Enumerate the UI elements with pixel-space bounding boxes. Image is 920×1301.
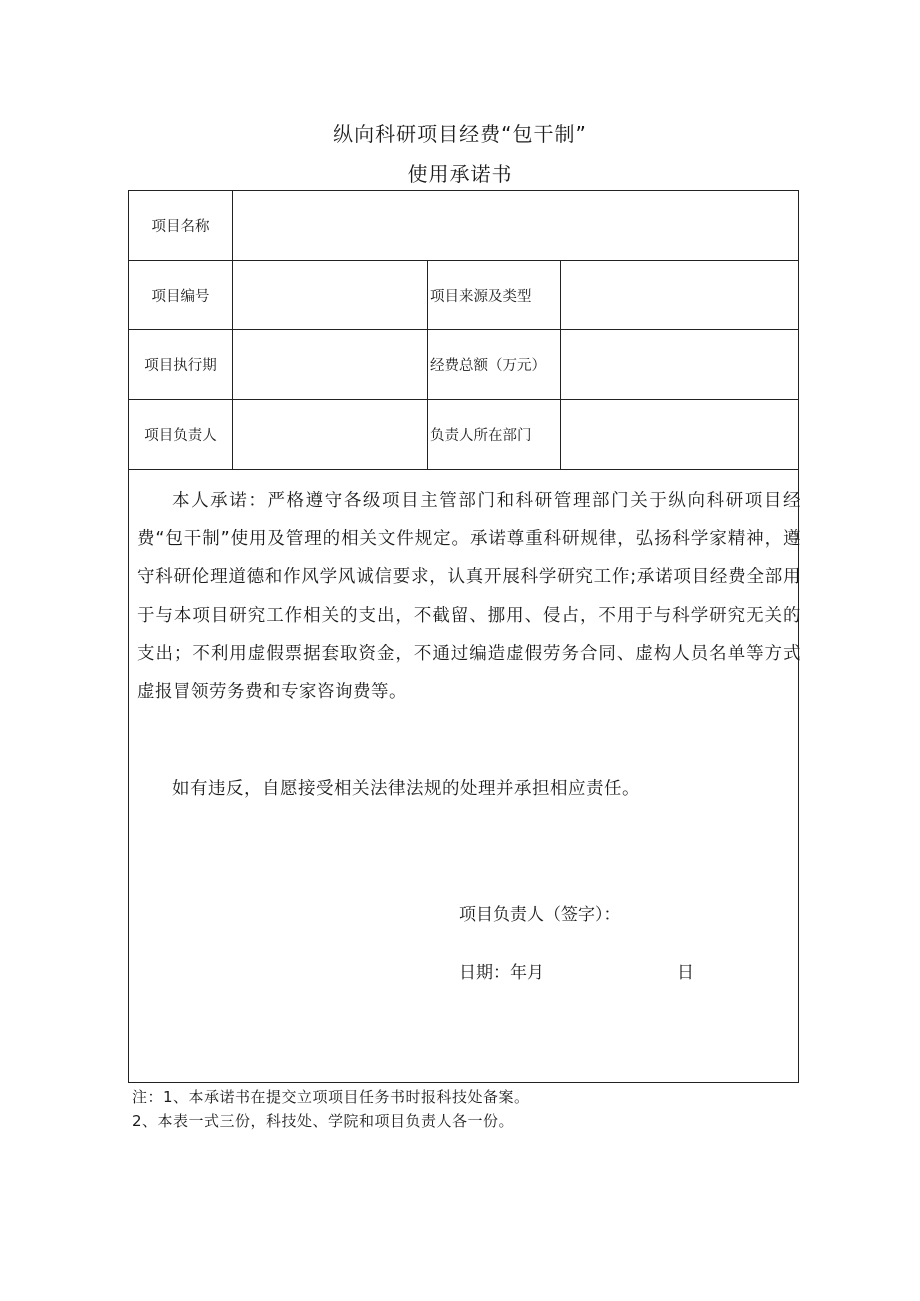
day-label: 日 bbox=[677, 963, 694, 983]
row-project-name bbox=[129, 191, 799, 261]
note-line-1: 注：1、本承诺书在提交立项项目任务书时报科技处备案。 bbox=[132, 1088, 530, 1106]
execution-period-field[interactable] bbox=[233, 330, 428, 400]
row-project-leader bbox=[129, 400, 799, 470]
document-title: 纵向科研项目经费“包干制” bbox=[333, 122, 587, 146]
project-number-field[interactable] bbox=[233, 261, 428, 330]
note-line-2: 2、本表一式三份，科技处、学院和项目负责人各一份。 bbox=[132, 1112, 515, 1130]
pledge-paragraph: 本人承诺：严格遵守各级项目主管部门和科研管理部门关于纵向科研项目经费“包干制”使用及管理的相关文件规定。承诺尊重科研规律，弘扬科学家精神，遵守科研伦理道德和作风学风诚信要求，认真开展科学研究工作;承诺项目经费全部用于与本项目研究工作相关的支出，不截留、挪用、侵占，不用于与科学研究无关的支出；不利用虚假票据套取资金，不通过编造虚假劳务合同、虚构人员名单等方式虚报冒领劳务费和专家咨询费等。 bbox=[137, 491, 801, 703]
project-number-label: 项目编号 bbox=[129, 261, 233, 330]
document-subtitle: 使用承诺书 bbox=[407, 162, 513, 186]
project-source-label: 项目来源及类型 bbox=[428, 261, 561, 330]
pledge-cell bbox=[129, 470, 799, 1083]
pledge-form-table bbox=[128, 190, 799, 1083]
project-source-field[interactable] bbox=[561, 261, 799, 330]
leader-dept-field[interactable] bbox=[561, 400, 799, 470]
execution-period-label: 项目执行期 bbox=[129, 330, 233, 400]
project-leader-field[interactable] bbox=[233, 400, 428, 470]
row-execution-period bbox=[129, 330, 799, 400]
project-name-label: 项目名称 bbox=[129, 191, 233, 261]
project-name-field[interactable] bbox=[233, 191, 799, 261]
violation-paragraph: 如有违反，自愿接受相关法律法规的处理并承担相应责任。 bbox=[172, 779, 640, 799]
row-pledge bbox=[129, 470, 799, 1083]
total-funds-label: 经费总额（万元） bbox=[428, 330, 561, 400]
project-leader-label: 项目负责人 bbox=[129, 400, 233, 470]
total-funds-field[interactable] bbox=[561, 330, 799, 400]
pledge-content bbox=[129, 470, 801, 1082]
leader-dept-label: 负责人所在部门 bbox=[428, 400, 561, 470]
row-project-number bbox=[129, 261, 799, 330]
signature-label: 项目负责人（签字）： bbox=[459, 905, 621, 925]
date-label: 日期：年月 bbox=[459, 963, 544, 983]
